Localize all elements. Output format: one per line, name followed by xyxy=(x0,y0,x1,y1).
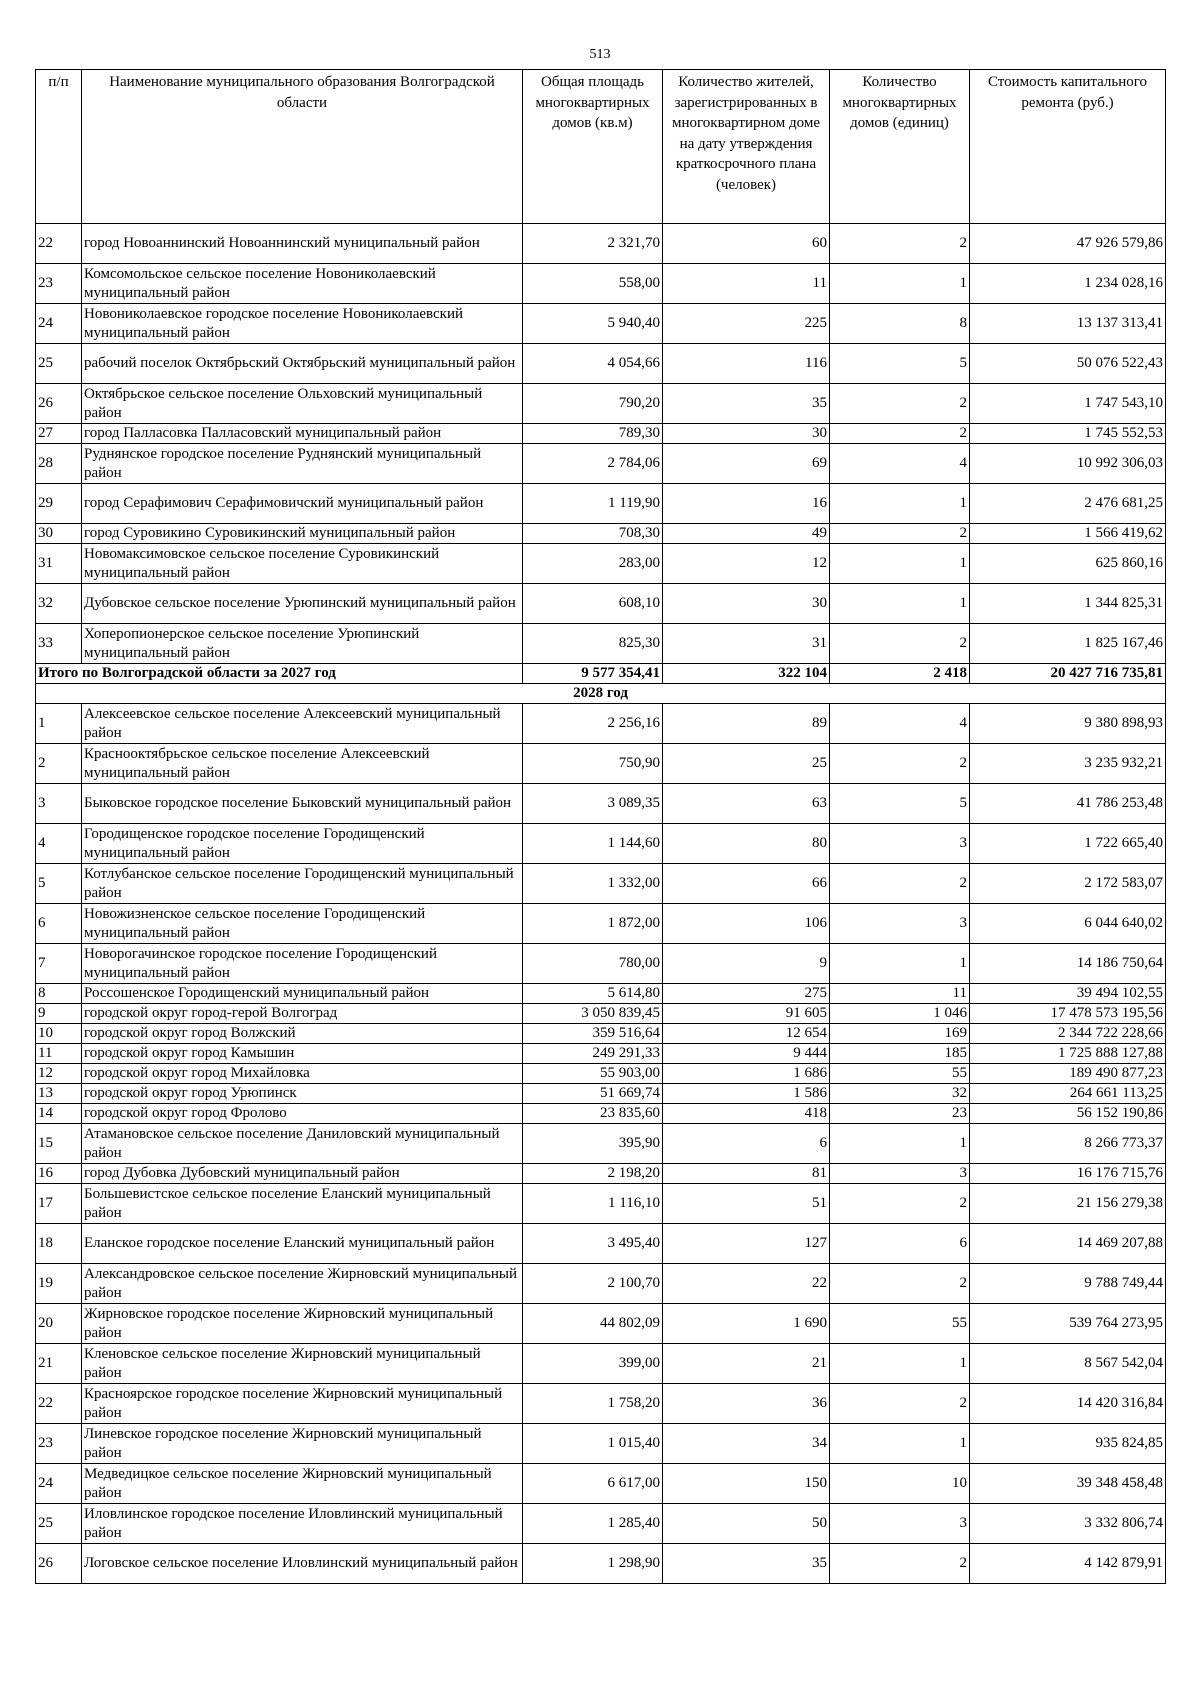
residents-value: 12 654 xyxy=(663,1024,830,1044)
table-row xyxy=(36,1264,1166,1304)
table-row xyxy=(36,944,1166,984)
municipality-name: Краснооктябрьское сельское поселение Алексеевский муниципальный район xyxy=(82,744,523,784)
table-row xyxy=(36,444,1166,484)
header-row xyxy=(36,70,1166,224)
municipality-name: Хоперопионерское сельское поселение Урюпинский муниципальный район xyxy=(82,624,523,664)
residents-value: 31 xyxy=(663,624,830,664)
table-row xyxy=(36,524,1166,544)
cost-value: 14 420 316,84 xyxy=(970,1384,1166,1424)
cost-value: 2 476 681,25 xyxy=(970,484,1166,524)
cost-value: 1 234 028,16 xyxy=(970,264,1166,304)
houses-value: 2 xyxy=(830,624,970,664)
row-number: 31 xyxy=(36,544,82,584)
residents-value: 150 xyxy=(663,1464,830,1504)
year-heading: 2028 год xyxy=(36,684,1166,704)
houses-value: 6 xyxy=(830,1224,970,1264)
houses-value: 10 xyxy=(830,1464,970,1504)
residents-value: 80 xyxy=(663,824,830,864)
cost-value: 39 494 102,55 xyxy=(970,984,1166,1004)
cost-value: 56 152 190,86 xyxy=(970,1104,1166,1124)
area-value: 395,90 xyxy=(523,1124,663,1164)
area-value: 2 100,70 xyxy=(523,1264,663,1304)
residents-value: 51 xyxy=(663,1184,830,1224)
residents-value: 6 xyxy=(663,1124,830,1164)
houses-value: 55 xyxy=(830,1304,970,1344)
row-number: 17 xyxy=(36,1184,82,1224)
area-value: 1 285,40 xyxy=(523,1504,663,1544)
municipality-name: городской округ город Урюпинск xyxy=(82,1084,523,1104)
row-number: 2 xyxy=(36,744,82,784)
row-number: 6 xyxy=(36,904,82,944)
residents-value: 35 xyxy=(663,1544,830,1584)
cost-value: 9 788 749,44 xyxy=(970,1264,1166,1304)
residents-value: 418 xyxy=(663,1104,830,1124)
residents-value: 22 xyxy=(663,1264,830,1304)
row-number: 27 xyxy=(36,424,82,444)
row-number: 29 xyxy=(36,484,82,524)
area-value: 1 872,00 xyxy=(523,904,663,944)
houses-value: 32 xyxy=(830,1084,970,1104)
table-row xyxy=(36,1124,1166,1164)
row-number: 20 xyxy=(36,1304,82,1344)
row-number: 32 xyxy=(36,584,82,624)
table-row xyxy=(36,1544,1166,1584)
houses-value: 185 xyxy=(830,1044,970,1064)
row-number: 3 xyxy=(36,784,82,824)
residents-value: 36 xyxy=(663,1384,830,1424)
residents-value: 225 xyxy=(663,304,830,344)
table-row xyxy=(36,904,1166,944)
houses-value: 1 xyxy=(830,584,970,624)
table-row xyxy=(36,1384,1166,1424)
houses-value: 4 xyxy=(830,704,970,744)
houses-value: 5 xyxy=(830,784,970,824)
municipality-name: Еланское городское поселение Еланский муниципальный район xyxy=(82,1224,523,1264)
houses-value: 8 xyxy=(830,304,970,344)
residents-value: 275 xyxy=(663,984,830,1004)
row-number: 19 xyxy=(36,1264,82,1304)
total-cost: 20 427 716 735,81 xyxy=(970,664,1166,684)
houses-value: 169 xyxy=(830,1024,970,1044)
residents-value: 30 xyxy=(663,584,830,624)
cost-value: 2 344 722 228,66 xyxy=(970,1024,1166,1044)
area-value: 750,90 xyxy=(523,744,663,784)
table-row xyxy=(36,1464,1166,1504)
houses-value: 2 xyxy=(830,424,970,444)
municipality-name: Новорогачинское городское поселение Городищенский муниципальный район xyxy=(82,944,523,984)
area-value: 4 054,66 xyxy=(523,344,663,384)
municipality-name: городской округ город Волжский xyxy=(82,1024,523,1044)
area-value: 825,30 xyxy=(523,624,663,664)
cost-value: 1 745 552,53 xyxy=(970,424,1166,444)
cost-value: 14 186 750,64 xyxy=(970,944,1166,984)
houses-value: 11 xyxy=(830,984,970,1004)
area-value: 2 321,70 xyxy=(523,224,663,264)
residents-value: 81 xyxy=(663,1164,830,1184)
area-value: 5 940,40 xyxy=(523,304,663,344)
cost-value: 1 825 167,46 xyxy=(970,624,1166,664)
table-row xyxy=(36,1004,1166,1024)
table-row xyxy=(36,584,1166,624)
municipality-name: Новониколаевское городское поселение Новониколаевский муниципальный район xyxy=(82,304,523,344)
municipality-name: Александровское сельское поселение Жирновский муниципальный район xyxy=(82,1264,523,1304)
row-number: 24 xyxy=(36,304,82,344)
cost-value: 539 764 273,95 xyxy=(970,1304,1166,1344)
row-number: 11 xyxy=(36,1044,82,1064)
row-number: 23 xyxy=(36,1424,82,1464)
houses-value: 1 xyxy=(830,264,970,304)
row-number: 10 xyxy=(36,1024,82,1044)
cost-value: 2 172 583,07 xyxy=(970,864,1166,904)
municipality-name: городской округ город Фролово xyxy=(82,1104,523,1124)
row-number: 8 xyxy=(36,984,82,1004)
cost-value: 189 490 877,23 xyxy=(970,1064,1166,1084)
row-number: 1 xyxy=(36,704,82,744)
houses-value: 2 xyxy=(830,224,970,264)
houses-value: 3 xyxy=(830,904,970,944)
municipality-name: Котлубанское сельское поселение Городищенский муниципальный район xyxy=(82,864,523,904)
residents-value: 9 xyxy=(663,944,830,984)
area-value: 789,30 xyxy=(523,424,663,444)
row-number: 25 xyxy=(36,1504,82,1544)
row-number: 24 xyxy=(36,1464,82,1504)
row-number: 13 xyxy=(36,1084,82,1104)
area-value: 2 198,20 xyxy=(523,1164,663,1184)
area-value: 249 291,33 xyxy=(523,1044,663,1064)
houses-value: 1 046 xyxy=(830,1004,970,1024)
table-row xyxy=(36,744,1166,784)
municipality-name: Кленовское сельское поселение Жирновский муниципальный район xyxy=(82,1344,523,1384)
row-number: 12 xyxy=(36,1064,82,1084)
residents-value: 34 xyxy=(663,1424,830,1464)
municipality-name: городской округ город Михайловка xyxy=(82,1064,523,1084)
houses-value: 2 xyxy=(830,744,970,784)
cost-value: 47 926 579,86 xyxy=(970,224,1166,264)
total-row-2027 xyxy=(36,664,1166,684)
table-row xyxy=(36,1064,1166,1084)
table-row xyxy=(36,1104,1166,1124)
houses-value: 1 xyxy=(830,544,970,584)
capital-repair-table xyxy=(35,69,1166,1584)
cost-value: 3 235 932,21 xyxy=(970,744,1166,784)
area-value: 708,30 xyxy=(523,524,663,544)
residents-value: 1 586 xyxy=(663,1084,830,1104)
residents-value: 25 xyxy=(663,744,830,784)
row-number: 22 xyxy=(36,224,82,264)
row-number: 5 xyxy=(36,864,82,904)
cost-value: 1 747 543,10 xyxy=(970,384,1166,424)
municipality-name: Новомаксимовское сельское поселение Суровикинский муниципальный район xyxy=(82,544,523,584)
residents-value: 91 605 xyxy=(663,1004,830,1024)
municipality-name: Руднянское городское поселение Руднянский муниципальный район xyxy=(82,444,523,484)
houses-value: 2 xyxy=(830,1544,970,1584)
residents-value: 66 xyxy=(663,864,830,904)
residents-value: 89 xyxy=(663,704,830,744)
area-value: 608,10 xyxy=(523,584,663,624)
table-row xyxy=(36,544,1166,584)
houses-value: 2 xyxy=(830,384,970,424)
municipality-name: Быковское городское поселение Быковский муниципальный район xyxy=(82,784,523,824)
area-value: 2 784,06 xyxy=(523,444,663,484)
houses-value: 1 xyxy=(830,1344,970,1384)
table-row xyxy=(36,1044,1166,1064)
residents-value: 1 686 xyxy=(663,1064,830,1084)
row-number: 30 xyxy=(36,524,82,544)
area-value: 780,00 xyxy=(523,944,663,984)
header-houses: Количество многоквартирных домов (единиц) xyxy=(830,70,970,224)
table-row xyxy=(36,624,1166,664)
year-row-2028 xyxy=(36,684,1166,704)
municipality-name: Городищенское городское поселение Городищенский муниципальный район xyxy=(82,824,523,864)
header-num: п/п xyxy=(36,70,82,224)
area-value: 283,00 xyxy=(523,544,663,584)
cost-value: 10 992 306,03 xyxy=(970,444,1166,484)
area-value: 51 669,74 xyxy=(523,1084,663,1104)
area-value: 1 298,90 xyxy=(523,1544,663,1584)
row-number: 7 xyxy=(36,944,82,984)
table-row xyxy=(36,484,1166,524)
cost-value: 1 344 825,31 xyxy=(970,584,1166,624)
area-value: 3 089,35 xyxy=(523,784,663,824)
municipality-name: Жирновское городское поселение Жирновский муниципальный район xyxy=(82,1304,523,1344)
municipality-name: город Палласовка Палласовский муниципальный район xyxy=(82,424,523,444)
table-row xyxy=(36,1304,1166,1344)
cost-value: 1 566 419,62 xyxy=(970,524,1166,544)
table-row xyxy=(36,1084,1166,1104)
houses-value: 5 xyxy=(830,344,970,384)
table-row xyxy=(36,224,1166,264)
cost-value: 1 725 888 127,88 xyxy=(970,1044,1166,1064)
municipality-name: городской округ город Камышин xyxy=(82,1044,523,1064)
residents-value: 69 xyxy=(663,444,830,484)
residents-value: 16 xyxy=(663,484,830,524)
houses-value: 55 xyxy=(830,1064,970,1084)
houses-value: 2 xyxy=(830,864,970,904)
area-value: 5 614,80 xyxy=(523,984,663,1004)
table-row xyxy=(36,704,1166,744)
municipality-name: Медведицкое сельское поселение Жирновский муниципальный район xyxy=(82,1464,523,1504)
area-value: 1 144,60 xyxy=(523,824,663,864)
area-value: 399,00 xyxy=(523,1344,663,1384)
area-value: 6 617,00 xyxy=(523,1464,663,1504)
rows-2028 xyxy=(36,704,1166,1584)
row-number: 14 xyxy=(36,1104,82,1124)
houses-value: 3 xyxy=(830,1164,970,1184)
municipality-name: Новожизненское сельское поселение Городищенский муниципальный район xyxy=(82,904,523,944)
residents-value: 50 xyxy=(663,1504,830,1544)
row-number: 18 xyxy=(36,1224,82,1264)
table-row xyxy=(36,384,1166,424)
cost-value: 3 332 806,74 xyxy=(970,1504,1166,1544)
municipality-name: Иловлинское городское поселение Иловлинский муниципальный район xyxy=(82,1504,523,1544)
cost-value: 6 044 640,02 xyxy=(970,904,1166,944)
cost-value: 935 824,85 xyxy=(970,1424,1166,1464)
total-area: 9 577 354,41 xyxy=(523,664,663,684)
municipality-name: Комсомольское сельское поселение Новониколаевский муниципальный район xyxy=(82,264,523,304)
area-value: 1 116,10 xyxy=(523,1184,663,1224)
area-value: 3 050 839,45 xyxy=(523,1004,663,1024)
table-row xyxy=(36,1024,1166,1044)
table-row xyxy=(36,1504,1166,1544)
houses-value: 2 xyxy=(830,524,970,544)
houses-value: 3 xyxy=(830,824,970,864)
houses-value: 23 xyxy=(830,1104,970,1124)
area-value: 790,20 xyxy=(523,384,663,424)
table-row xyxy=(36,264,1166,304)
residents-value: 30 xyxy=(663,424,830,444)
cost-value: 1 722 665,40 xyxy=(970,824,1166,864)
houses-value: 2 xyxy=(830,1384,970,1424)
table-row xyxy=(36,344,1166,384)
header-name: Наименование муниципального образования Волгоградской области xyxy=(82,70,523,224)
municipality-name: город Дубовка Дубовский муниципальный район xyxy=(82,1164,523,1184)
rows-2027 xyxy=(36,224,1166,664)
residents-value: 1 690 xyxy=(663,1304,830,1344)
residents-value: 127 xyxy=(663,1224,830,1264)
residents-value: 35 xyxy=(663,384,830,424)
municipality-name: городской округ город-герой Волгоград xyxy=(82,1004,523,1024)
municipality-name: Октябрьское сельское поселение Ольховский муниципальный район xyxy=(82,384,523,424)
municipality-name: Дубовское сельское поселение Урюпинский муниципальный район xyxy=(82,584,523,624)
table-row xyxy=(36,984,1166,1004)
houses-value: 1 xyxy=(830,484,970,524)
municipality-name: Большевистское сельское поселение Еланский муниципальный район xyxy=(82,1184,523,1224)
residents-value: 49 xyxy=(663,524,830,544)
row-number: 25 xyxy=(36,344,82,384)
cost-value: 39 348 458,48 xyxy=(970,1464,1166,1504)
residents-value: 116 xyxy=(663,344,830,384)
residents-value: 21 xyxy=(663,1344,830,1384)
cost-value: 17 478 573 195,56 xyxy=(970,1004,1166,1024)
residents-value: 12 xyxy=(663,544,830,584)
houses-value: 2 xyxy=(830,1184,970,1224)
row-number: 15 xyxy=(36,1124,82,1164)
table-row xyxy=(36,784,1166,824)
total-residents: 322 104 xyxy=(663,664,830,684)
area-value: 1 758,20 xyxy=(523,1384,663,1424)
row-number: 21 xyxy=(36,1344,82,1384)
total-label: Итого по Волгоградской области за 2027 год xyxy=(36,664,523,684)
municipality-name: рабочий поселок Октябрьский Октябрьский муниципальный район xyxy=(82,344,523,384)
row-number: 26 xyxy=(36,1544,82,1584)
area-value: 1 332,00 xyxy=(523,864,663,904)
cost-value: 4 142 879,91 xyxy=(970,1544,1166,1584)
row-number: 9 xyxy=(36,1004,82,1024)
row-number: 4 xyxy=(36,824,82,864)
row-number: 28 xyxy=(36,444,82,484)
table-row xyxy=(36,1164,1166,1184)
cost-value: 13 137 313,41 xyxy=(970,304,1166,344)
residents-value: 9 444 xyxy=(663,1044,830,1064)
municipality-name: Атамановское сельское поселение Даниловский муниципальный район xyxy=(82,1124,523,1164)
cost-value: 8 567 542,04 xyxy=(970,1344,1166,1384)
total-houses: 2 418 xyxy=(830,664,970,684)
cost-value: 41 786 253,48 xyxy=(970,784,1166,824)
area-value: 23 835,60 xyxy=(523,1104,663,1124)
row-number: 22 xyxy=(36,1384,82,1424)
table-row xyxy=(36,424,1166,444)
municipality-name: город Новоаннинский Новоаннинский муниципальный район xyxy=(82,224,523,264)
houses-value: 3 xyxy=(830,1504,970,1544)
houses-value: 1 xyxy=(830,944,970,984)
municipality-name: Логовское сельское поселение Иловлинский муниципальный район xyxy=(82,1544,523,1584)
residents-value: 63 xyxy=(663,784,830,824)
municipality-name: Красноярское городское поселение Жирновский муниципальный район xyxy=(82,1384,523,1424)
table-row xyxy=(36,304,1166,344)
total-2027-section xyxy=(36,664,1166,704)
row-number: 33 xyxy=(36,624,82,664)
area-value: 359 516,64 xyxy=(523,1024,663,1044)
header-area: Общая площадь многоквартирных домов (кв.м) xyxy=(523,70,663,224)
residents-value: 106 xyxy=(663,904,830,944)
area-value: 3 495,40 xyxy=(523,1224,663,1264)
table-row xyxy=(36,1224,1166,1264)
table-row xyxy=(36,1184,1166,1224)
cost-value: 50 076 522,43 xyxy=(970,344,1166,384)
cost-value: 21 156 279,38 xyxy=(970,1184,1166,1224)
area-value: 558,00 xyxy=(523,264,663,304)
cost-value: 16 176 715,76 xyxy=(970,1164,1166,1184)
municipality-name: Линевское городское поселение Жирновский муниципальный район xyxy=(82,1424,523,1464)
area-value: 55 903,00 xyxy=(523,1064,663,1084)
municipality-name: Россошенское Городищенский муниципальный район xyxy=(82,984,523,1004)
header-residents: Количество жителей, зарегистрированных в многоквартирном доме на дату утверждения краткосрочного плана (человек) xyxy=(663,70,830,224)
table-row xyxy=(36,824,1166,864)
table-row xyxy=(36,1344,1166,1384)
cost-value: 8 266 773,37 xyxy=(970,1124,1166,1164)
residents-value: 11 xyxy=(663,264,830,304)
houses-value: 4 xyxy=(830,444,970,484)
table-row xyxy=(36,1424,1166,1464)
cost-value: 9 380 898,93 xyxy=(970,704,1166,744)
row-number: 16 xyxy=(36,1164,82,1184)
row-number: 26 xyxy=(36,384,82,424)
cost-value: 14 469 207,88 xyxy=(970,1224,1166,1264)
residents-value: 60 xyxy=(663,224,830,264)
municipality-name: город Суровикино Суровикинский муниципальный район xyxy=(82,524,523,544)
area-value: 44 802,09 xyxy=(523,1304,663,1344)
cost-value: 264 661 113,25 xyxy=(970,1084,1166,1104)
houses-value: 1 xyxy=(830,1424,970,1464)
area-value: 2 256,16 xyxy=(523,704,663,744)
houses-value: 2 xyxy=(830,1264,970,1304)
municipality-name: Алексеевское сельское поселение Алексеевский муниципальный район xyxy=(82,704,523,744)
area-value: 1 119,90 xyxy=(523,484,663,524)
page-number: 513 xyxy=(589,47,611,62)
houses-value: 1 xyxy=(830,1124,970,1164)
cost-value: 625 860,16 xyxy=(970,544,1166,584)
table-row xyxy=(36,864,1166,904)
area-value: 1 015,40 xyxy=(523,1424,663,1464)
row-number: 23 xyxy=(36,264,82,304)
header-cost: Стоимость капитального ремонта (руб.) xyxy=(970,70,1166,224)
municipality-name: город Серафимович Серафимовичский муниципальный район xyxy=(82,484,523,524)
